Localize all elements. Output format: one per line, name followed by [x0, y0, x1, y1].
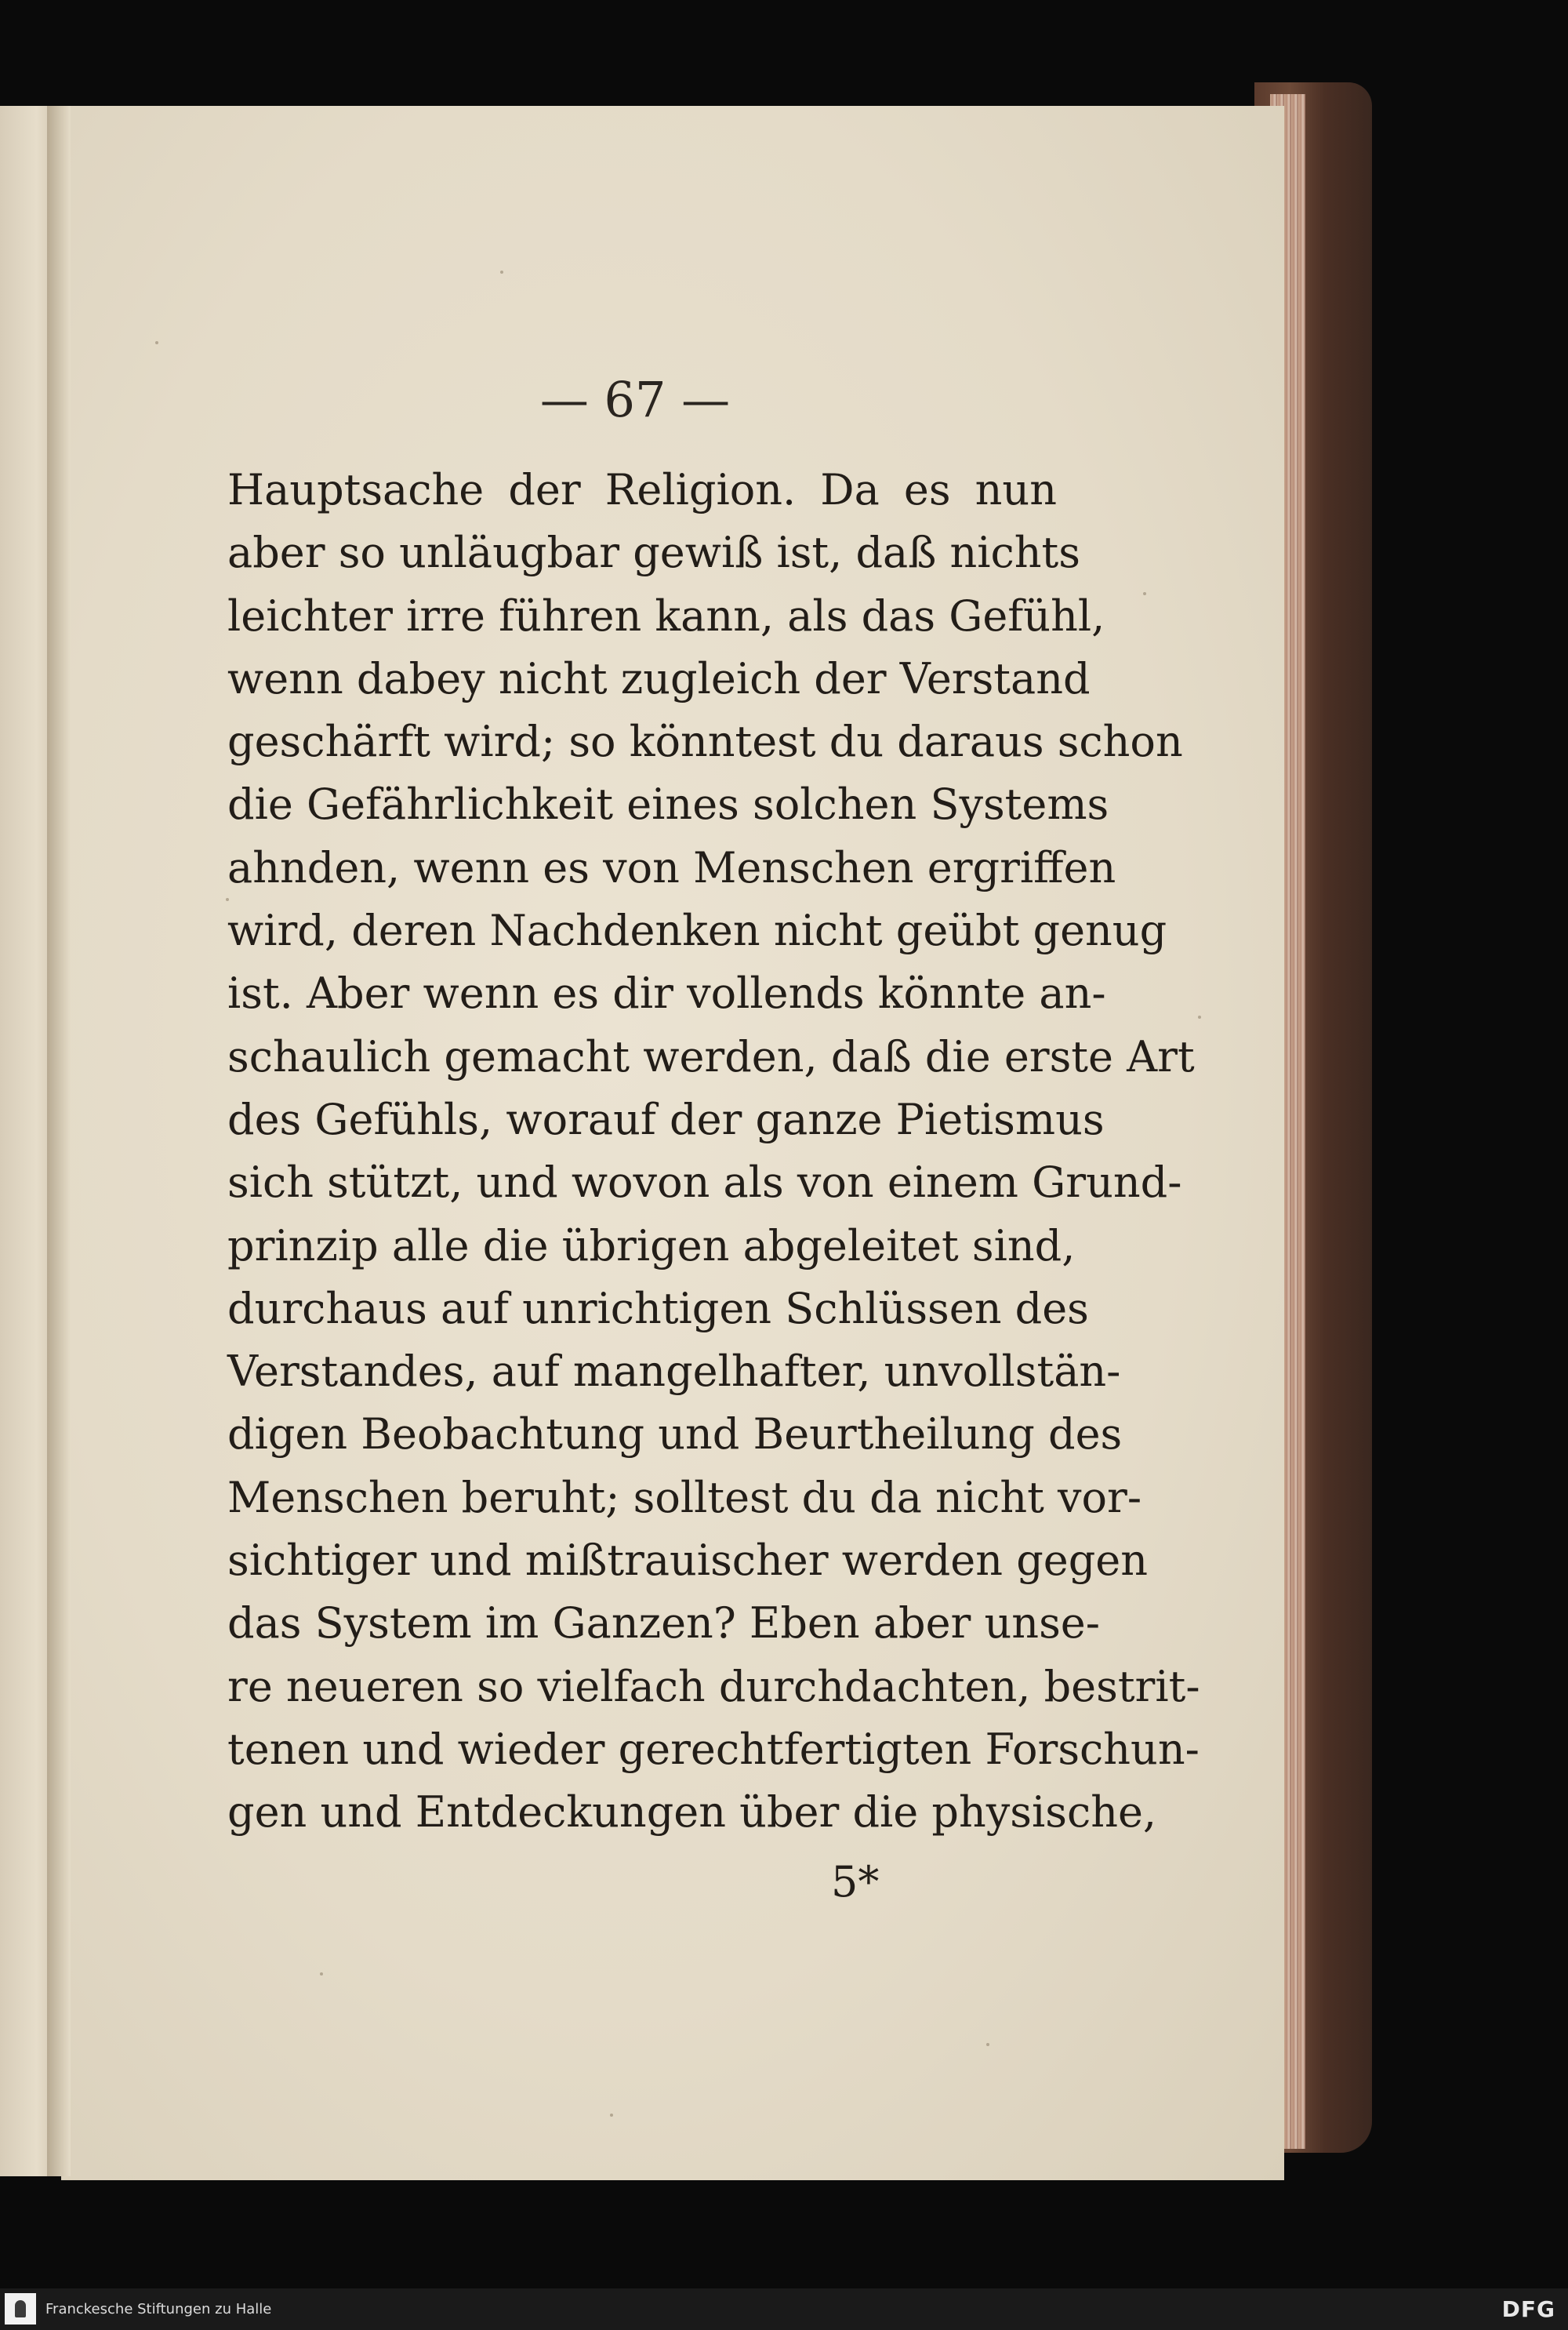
text-line: tenen und wieder gerechtfertigten Forschun-	[227, 1724, 1200, 1774]
text-line: leichter irre führen kann, als das Gefühl,	[227, 591, 1105, 641]
body-text	[227, 459, 1200, 1845]
text-line: Menschen beruht; solltest du da nicht vor-	[227, 1472, 1142, 1522]
text-line: des Gefühls, worauf der ganze Pietismus	[227, 1094, 1105, 1144]
text-line: aber so unläugbar gewiß ist, daß nichts	[227, 528, 1080, 578]
dfg-logo: DFG	[1501, 2296, 1555, 2322]
viewer-footer	[0, 2288, 1568, 2330]
text-line: die Gefährlichkeit eines solchen Systems	[227, 780, 1109, 830]
paper-speck	[1198, 1016, 1201, 1019]
text-line: sichtiger und mißtrauischer werden gegen	[227, 1536, 1149, 1586]
text-line: geschärft wird; so könntest du daraus schon	[227, 717, 1183, 767]
paper-speck	[155, 341, 158, 344]
text-line: digen Beobachtung und Beurtheilung des	[227, 1409, 1123, 1459]
paper-speck	[320, 1972, 323, 1976]
signature-mark: 5*	[831, 1857, 880, 1907]
text-line: durchaus auf unrichtigen Schlüssen des	[227, 1283, 1089, 1333]
text-line: prinzip alle die übrigen abgeleitet sind,	[227, 1220, 1076, 1270]
text-line: sich stützt, und wovon als von einem Grund-	[227, 1158, 1182, 1208]
text-line: Verstandes, auf mangelhafter, unvollstän-	[227, 1347, 1121, 1397]
franckesche-logo-icon	[5, 2293, 36, 2325]
text-line: re neueren so vielfach durchdachten, bestrit-	[227, 1661, 1200, 1711]
text-line: wird, deren Nachdenken nicht geübt genug	[227, 906, 1167, 956]
paper-speck	[1143, 592, 1146, 595]
page-gutter	[47, 106, 71, 2176]
page-number: — 67 —	[539, 371, 731, 428]
text-line: schaulich gemacht werden, daß die erste Art	[227, 1031, 1195, 1081]
text-line: ist. Aber wenn es dir vollends könnte an-	[227, 969, 1106, 1019]
text-line: gen und Entdeckungen über die physische,	[227, 1787, 1157, 1837]
paper-speck	[986, 2043, 989, 2046]
source-credit[interactable]: Franckesche Stiftungen zu Halle	[45, 2301, 272, 2317]
paper-speck	[610, 2114, 613, 2117]
text-line: ahnden, wenn es von Menschen ergriffen	[227, 842, 1116, 892]
paper-speck	[500, 271, 503, 274]
text-line: wenn dabey nicht zugleich der Verstand	[227, 653, 1091, 703]
text-line: das System im Ganzen? Eben aber unse-	[227, 1598, 1100, 1648]
text-line: Hauptsache der Religion. Da es nun	[227, 465, 1057, 514]
